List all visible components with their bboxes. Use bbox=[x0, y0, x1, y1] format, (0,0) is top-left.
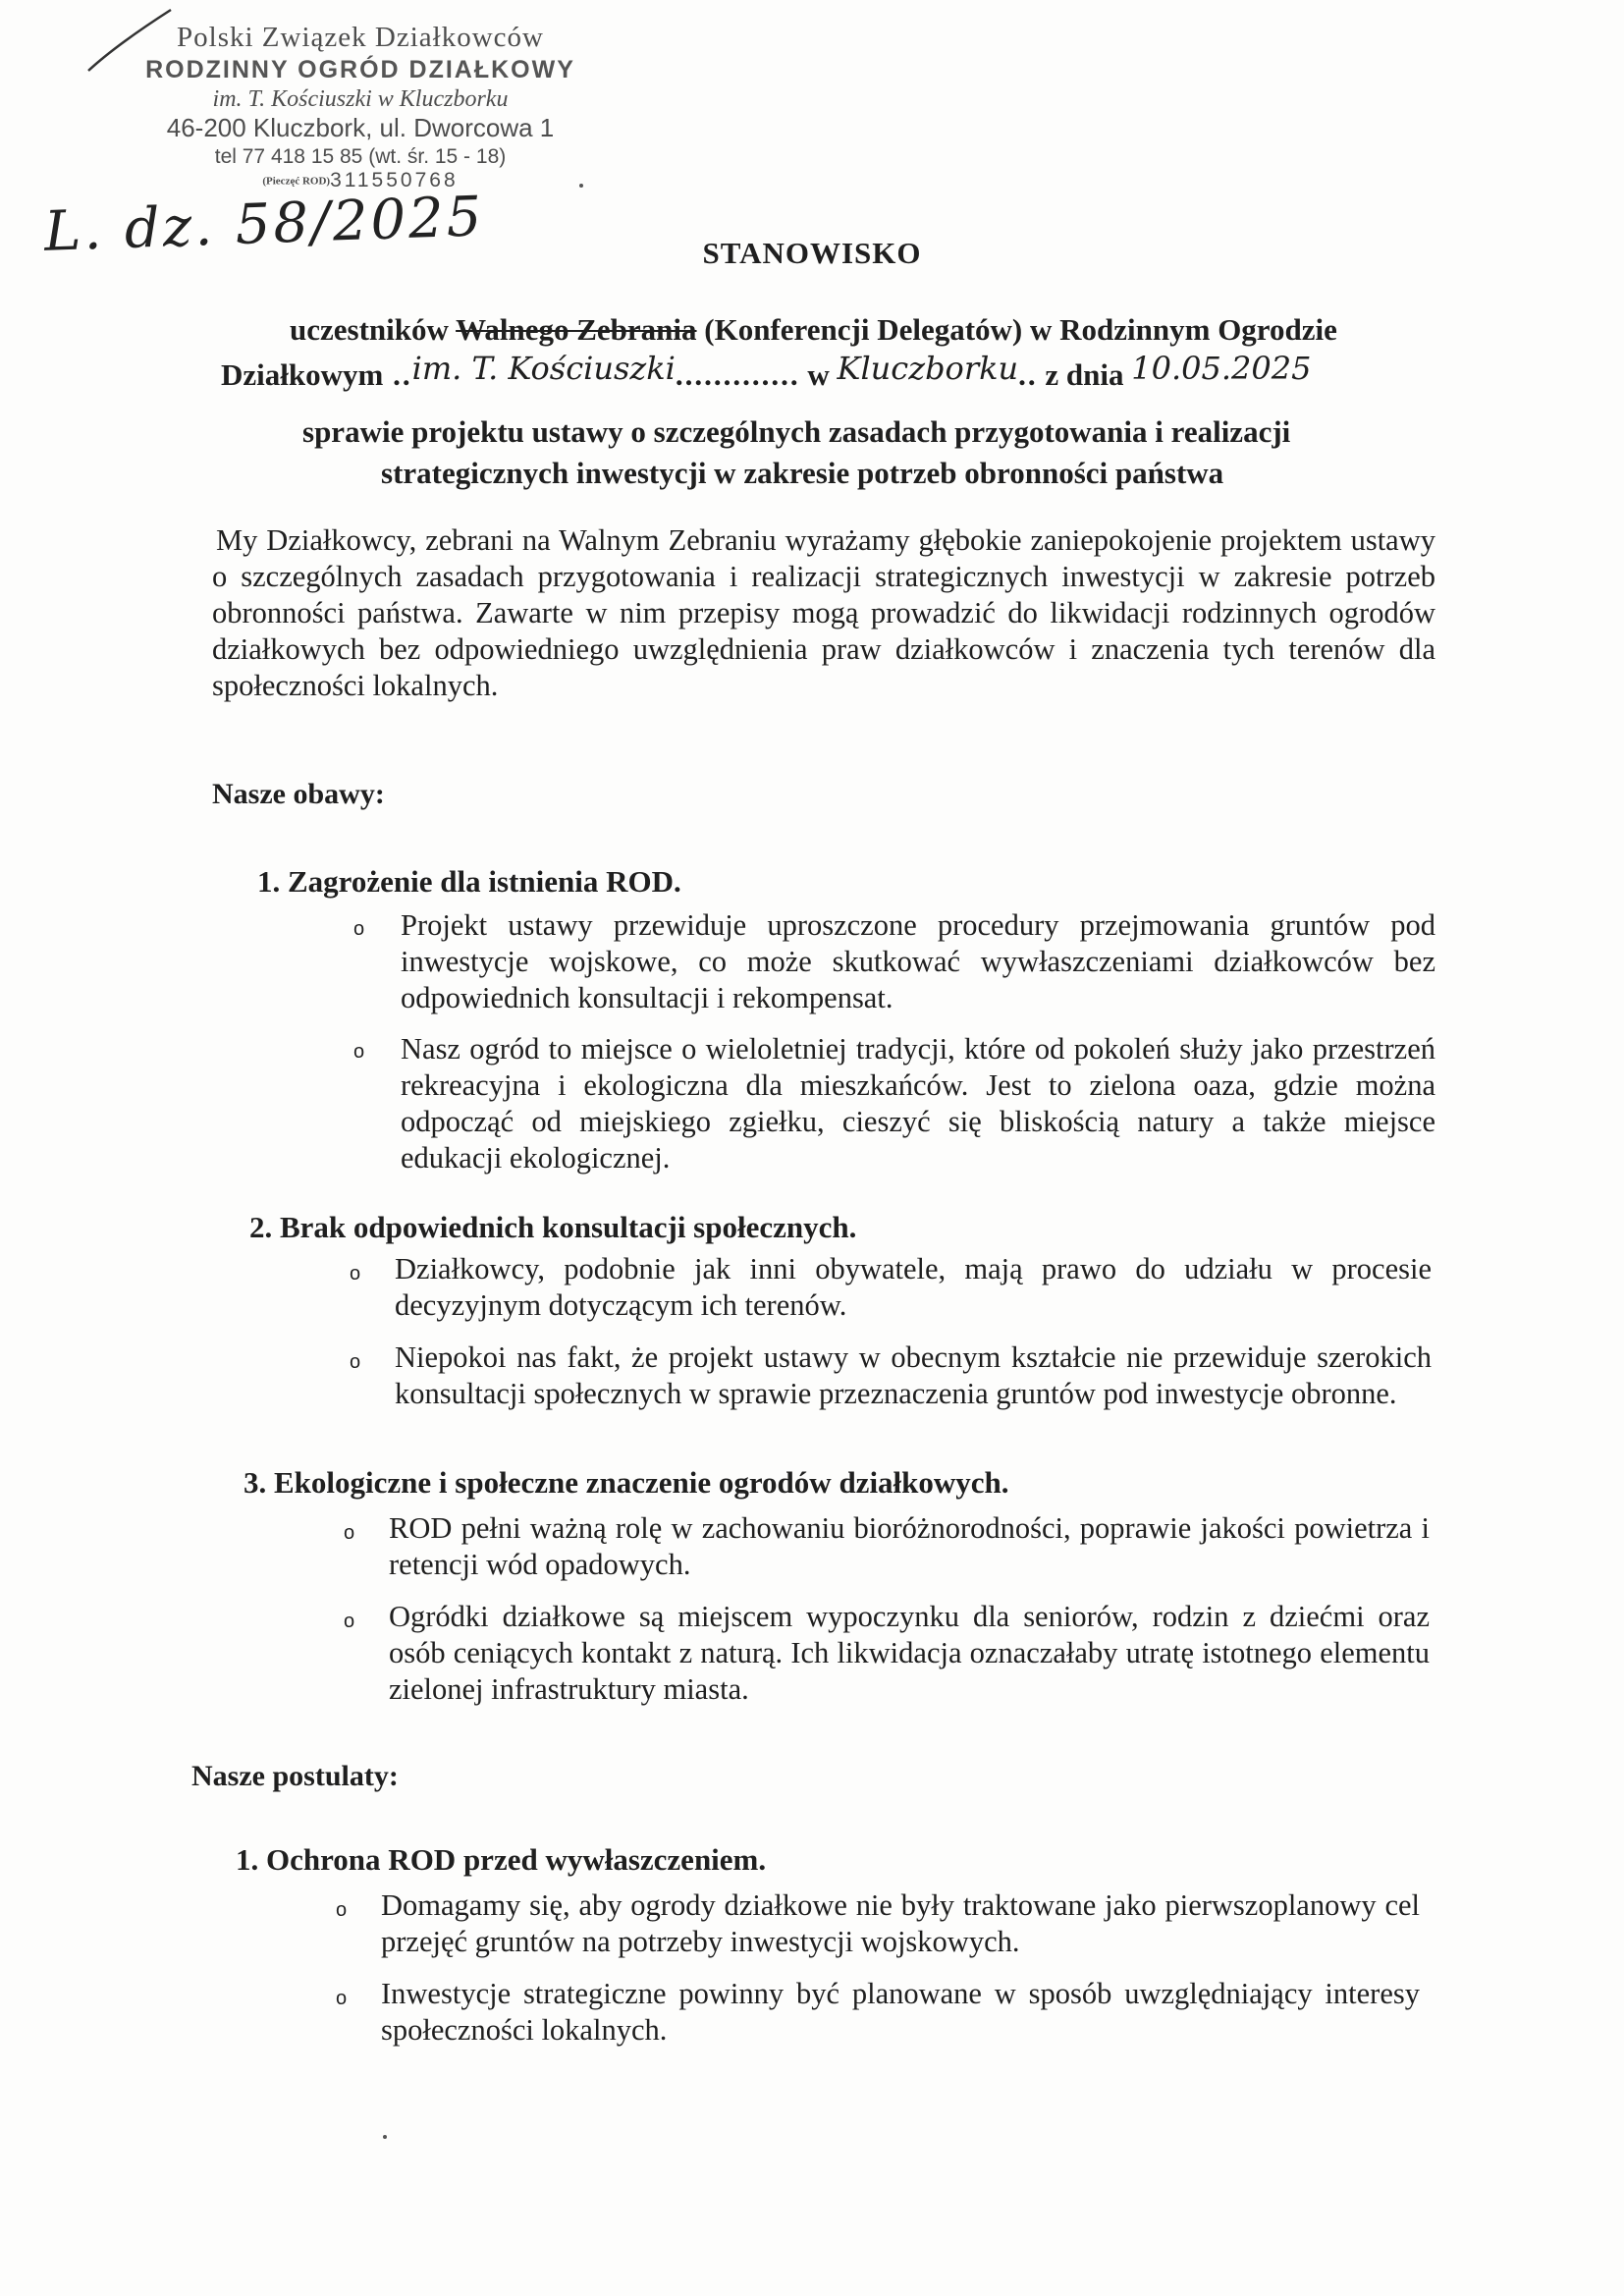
concern-3-bullet-2: Ogródki działkowe są miejscem wypoczynku dla seniorów, rodzin z dziećmi oraz osób ceniących kontakt z naturą. Ich likwidacja oznaczałaby utratę istotnego elementu zielonej infrastruktury miasta. bbox=[389, 1600, 1430, 1706]
header-line-2-in: w bbox=[807, 357, 830, 392]
handwritten-city: Kluczborku bbox=[837, 350, 1019, 387]
concern-3-bullet-1: ROD pełni ważną rolę w zachowaniu bioróżnorodności, poprawie jakości powietrza i retencji wód opadowych. bbox=[389, 1511, 1430, 1581]
concern-3-title: Ekologiczne i społeczne znaczenie ogrodów działkowych. bbox=[274, 1465, 1009, 1500]
header-line-2-label: Działkowym bbox=[221, 357, 384, 392]
postulate-1-bullet-1: Domagamy się, aby ogrody działkowe nie były traktowane jako pierwszoplanowy cel przejęć gruntów na potrzeby inwestycji wojskowych. bbox=[381, 1888, 1420, 1958]
concern-2-number: 2. bbox=[249, 1210, 273, 1244]
concern-1-number: 1. bbox=[257, 864, 281, 899]
scan-speck bbox=[579, 184, 583, 188]
organization-stamp bbox=[130, 22, 591, 192]
bullet-marker: o bbox=[344, 1611, 355, 1632]
scan-speck bbox=[383, 2135, 387, 2139]
header-line-1-suffix: (Konferencji Delegatów) w Rodzinnym Ogrodzie bbox=[704, 312, 1337, 347]
bullet-marker: o bbox=[336, 1988, 348, 2009]
concern-1-bullet-1: Projekt ustawy przewiduje uproszczone procedury przejmowania gruntów pod inwestycje wojskowe, co może skutkować wywłaszczeniami działkowców bez odpowiednich konsultacji i rekompensat. bbox=[401, 908, 1435, 1014]
concern-1-bullet-2: Nasz ogród to miejsce o wieloletniej tradycji, które od pokoleń służy jako przestrzeń rekreacyjna i ekologiczna dla mieszkańców. Jest to zielona oaza, gdzie można odpocząć od miejskiego zgiełku, cieszyć się bliskością natury a także miejsce edukacji ekologicznej. bbox=[401, 1032, 1435, 1175]
dotted-fill-line: ............. bbox=[675, 357, 800, 392]
postulate-1-bullet-2: Inwestycje strategiczne powinny być planowane w sposób uwzględniający interesy społeczności lokalnych. bbox=[381, 1977, 1420, 2047]
concern-2-title: Brak odpowiednich konsultacji społecznych. bbox=[280, 1210, 857, 1244]
bullet-marker: o bbox=[353, 918, 365, 940]
concern-2-bullet-1: Działkowcy, podobnie jak inni obywatele, mają prawo do udziału w procesie decyzyjnym dotyczącym ich terenów. bbox=[395, 1252, 1432, 1322]
postulates-heading: Nasze postulaty: bbox=[191, 1760, 399, 1792]
handwritten-reference-number: L. dz. 58/2025 bbox=[43, 185, 486, 264]
header-line-2-date-label: z dnia bbox=[1045, 357, 1124, 392]
bullet-marker: o bbox=[336, 1899, 348, 1921]
stamp-line-6-number: 311550768 bbox=[330, 169, 459, 191]
handwritten-date: 10.05.2025 bbox=[1131, 350, 1312, 387]
bullet-marker: o bbox=[344, 1522, 355, 1544]
dotted-fill-line: .. bbox=[1018, 357, 1038, 392]
dotted-fill-line: .. bbox=[383, 357, 412, 392]
concern-1-title: Zagrożenie dla istnienia ROD. bbox=[288, 864, 681, 899]
bullet-marker: o bbox=[350, 1351, 361, 1373]
header-line-2 bbox=[221, 350, 1312, 393]
header-line-1-prefix: uczestników bbox=[290, 312, 449, 347]
postulate-1-number: 1. bbox=[236, 1842, 259, 1877]
header-line-4: strategicznych inwestycji w zakresie potrzeb obronności państwa bbox=[381, 456, 1224, 490]
concern-3-number: 3. bbox=[244, 1465, 267, 1500]
bullet-marker: o bbox=[350, 1263, 361, 1285]
stamp-line-6-small: (Pieczęć ROD) bbox=[262, 175, 331, 188]
postulate-1-heading bbox=[236, 1842, 766, 1878]
stamp-line-2: RODZINNY OGRÓD DZIAŁKOWY bbox=[145, 56, 575, 83]
bullet-marker: o bbox=[353, 1041, 365, 1063]
intro-paragraph: My Działkowcy, zebrani na Walnym Zebraniu wyrażamy głębokie zaniepokojenie projektem ustawy o szczególnych zasadach przygotowania i realizacji strategicznych inwestycji w zakresie potrzeb obronności państwa. Zawarte w nim przepisy mogą prowadzić do likwidacji rodzinnych ogrodów działkowych bez odpowiedniego uwzględnienia praw działkowców i znaczenia tych terenów dla społeczności lokalnych. bbox=[212, 523, 1435, 702]
header-line-1 bbox=[290, 312, 1337, 348]
postulate-1-title: Ochrona ROD przed wywłaszczeniem. bbox=[266, 1842, 767, 1877]
header-line-3: sprawie projektu ustawy o szczególnych zasadach przygotowania i realizacji bbox=[302, 414, 1291, 449]
stamp-line-4: 46-200 Kluczbork, ul. Dworcowa 1 bbox=[166, 113, 555, 142]
stamp-line-5: tel 77 418 15 85 (wt. śr. 15 - 18) bbox=[214, 145, 507, 168]
concern-2-bullet-2: Niepokoi nas fakt, że projekt ustawy w obecnym kształcie nie przewiduje szerokich konsultacji społecznych w sprawie przeznaczenia gruntów pod inwestycje obronne. bbox=[395, 1340, 1432, 1410]
document-title: STANOWISKO bbox=[702, 236, 922, 270]
concern-1-heading bbox=[257, 864, 681, 900]
stamp-line-3: im. T. Kościuszki w Kluczborku bbox=[212, 86, 509, 112]
header-line-1-struck: Walnego Zebrania bbox=[456, 312, 697, 347]
concerns-heading: Nasze obawy: bbox=[212, 778, 385, 810]
handwritten-garden-name: im. T. Kościuszki bbox=[411, 350, 676, 387]
stamp-line-1: Polski Związek Działkowców bbox=[177, 22, 544, 53]
concern-3-heading bbox=[244, 1465, 1009, 1501]
concern-2-heading bbox=[249, 1210, 856, 1245]
